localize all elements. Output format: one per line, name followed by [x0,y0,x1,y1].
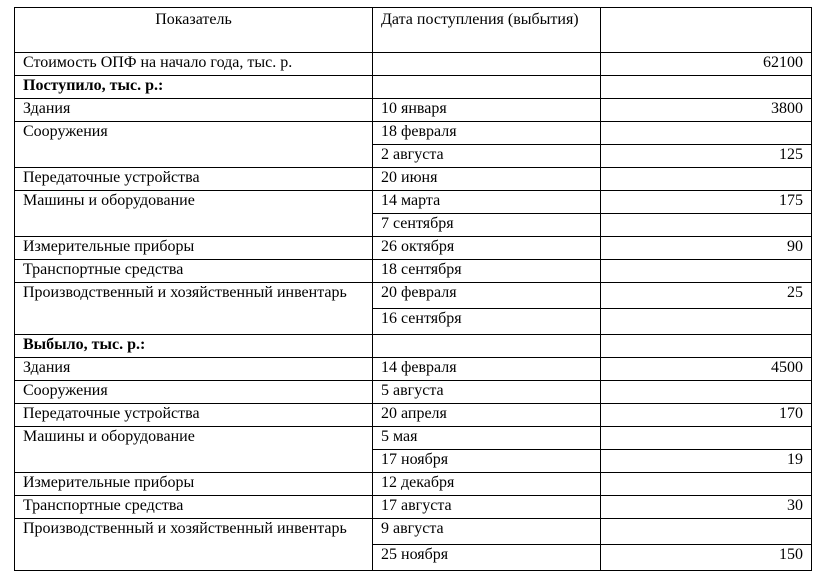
row-date: 10 января [373,99,601,122]
table-row [15,496,812,519]
row-date: 5 августа [373,381,601,404]
row-date: 20 июня [373,168,601,191]
row-date: 14 февраля [373,358,601,381]
row-label: Производственный и хозяйственный инвентарь [15,519,373,571]
table-row [15,358,812,381]
table-row [15,404,812,427]
section-row-received [15,76,812,99]
table-row [15,99,812,122]
row-label: Измерительные приборы [15,473,373,496]
table-row [15,519,812,545]
row-value: 170 [601,404,812,427]
section-row-retired [15,335,812,358]
row-value: 4500 [601,358,812,381]
row-value: 19 [601,450,812,473]
empty-cell [373,335,601,358]
row-value: 25 [601,283,812,309]
empty-cell [601,473,812,496]
empty-cell [601,335,812,358]
empty-cell [601,309,812,335]
row-label: Передаточные устройства [15,404,373,427]
row-date: 26 октября [373,237,601,260]
table-row [15,122,812,145]
row-label: Передаточные устройства [15,168,373,191]
empty-cell [601,381,812,404]
header-date [373,8,601,53]
row-date: 18 февраля [373,122,601,145]
start-value: 62100 [601,53,812,76]
table-row [15,260,812,283]
empty-cell [601,260,812,283]
row-value: 30 [601,496,812,519]
row-label: Машины и оборудование [15,191,373,237]
row-label: Машины и оборудование [15,427,373,473]
row-date: 18 сентября [373,260,601,283]
table-row [15,381,812,404]
start-date [373,53,601,76]
empty-cell [601,168,812,191]
row-date: 5 мая [373,427,601,450]
row-label: Измерительные приборы [15,237,373,260]
table-row [15,427,812,450]
row-value: 90 [601,237,812,260]
header-value [601,8,812,53]
empty-cell [601,76,812,99]
row-date: 20 февраля [373,283,601,309]
empty-cell [601,427,812,450]
received-title: Поступило, тыс. р.: [15,76,373,99]
row-date: 17 августа [373,496,601,519]
row-label: Сооружения [15,122,373,168]
row-date: 17 ноября [373,450,601,473]
row-label: Здания [15,358,373,381]
row-value: 175 [601,191,812,214]
retired-title: Выбыло, тыс. р.: [15,335,373,358]
empty-cell [601,214,812,237]
header-row [15,8,812,53]
row-date: 16 сентября [373,309,601,335]
row-date: 9 августа [373,519,601,545]
row-date: 25 ноября [373,545,601,571]
opf-table [14,7,812,571]
row-date: 2 августа [373,145,601,168]
start-label: Стоимость ОПФ на начало года, тыс. р. [15,53,373,76]
row-date: 12 декабря [373,473,601,496]
table-row [15,237,812,260]
row-label: Транспортные средства [15,260,373,283]
row-value: 150 [601,545,812,571]
row-value: 3800 [601,99,812,122]
row-label: Производственный и хозяйственный инвентарь [15,283,373,335]
empty-cell [601,519,812,545]
header-date-text: Дата поступления (выбытия) [381,11,579,28]
row-date: 14 марта [373,191,601,214]
empty-cell [373,76,601,99]
header-indicator: Показатель [15,8,373,53]
table-row [15,168,812,191]
row-label: Транспортные средства [15,496,373,519]
empty-cell [601,122,812,145]
row-label: Сооружения [15,381,373,404]
table-row [15,53,812,76]
table-row [15,283,812,309]
table-row [15,473,812,496]
row-date: 20 апреля [373,404,601,427]
row-date: 7 сентября [373,214,601,237]
table-row [15,191,812,214]
row-value: 125 [601,145,812,168]
row-label: Здания [15,99,373,122]
